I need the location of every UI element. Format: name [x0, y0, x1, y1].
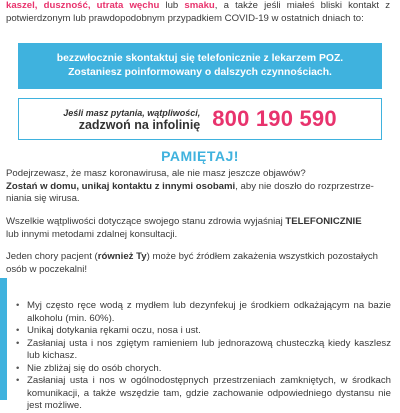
patient-pre: Jeden chory pacjent ( — [6, 251, 98, 262]
patient-post: ) może być źródłem zakażenia wszystkich pozostałych osób w poczekalni! — [6, 251, 379, 275]
patient-bold: również Ty — [97, 251, 147, 262]
hotline-box — [18, 98, 382, 140]
remember-heading: PAMIĘTAJ! — [161, 148, 239, 164]
phone-bold: TELEFONICZNIE — [285, 216, 362, 227]
intro-connector: lub — [159, 0, 185, 11]
intro-paragraph — [6, 0, 390, 25]
phone-pre: Wszelkie wątpliwości dotyczące swojego stanu zdrowia wyjaśniaj — [6, 216, 286, 227]
list-item: • Nie zbliżaj się do osób chorych. — [15, 363, 391, 376]
phone-post: lub innymi metodami zdalnej konsultacji. — [6, 228, 178, 240]
stay-home-rest: , aby nie doszło do rozprzestrze- — [235, 180, 374, 192]
hotline-question: Jeśli masz pytania, wątpliwości, — [63, 108, 201, 118]
contact-doctor-banner — [18, 43, 382, 89]
banner-line-1: bezzwłocznie skontaktuj się telefonicznie z lekarzem POZ. — [56, 52, 344, 64]
hotline-call: zadzwoń na infolinię — [78, 118, 201, 132]
hygiene-list — [15, 300, 391, 413]
intro-text: , a także jeśli miałeś bliski kontakt z potwierdzonym lub prawdopodobnym przypadkiem COVID-19 w ostatnich dniach to: — [6, 0, 390, 24]
hotline-text — [63, 107, 200, 131]
phone-line — [6, 216, 391, 229]
taste-highlight: smaku — [184, 0, 215, 11]
side-accent-bar — [0, 278, 7, 400]
symptoms-highlight: kaszel, duszność, utrata węchu — [6, 0, 160, 11]
stay-home-end: niania się wirusa. — [6, 193, 80, 204]
paragraph-phone — [6, 216, 391, 241]
list-item: • Zasłaniaj usta i nos zgiętym ramieniem lub jednorazową chusteczką kiedy kaszlesz lub kichasz. — [15, 338, 391, 363]
hotline-number[interactable]: 800 190 590 — [212, 106, 337, 131]
stay-home-question: Podejrzewasz, że masz koronawirusa, ale nie masz jeszcze objawów? — [6, 168, 306, 179]
paragraph-patient — [6, 251, 391, 276]
paragraph-stay-home — [6, 168, 391, 206]
stay-home-line — [6, 181, 391, 194]
list-item: • Unikaj dotykania rękami oczu, nosa i ust. — [15, 325, 391, 338]
stay-home-bold: Zostań w domu, unikaj kontaktu z innymi osobami — [6, 180, 236, 192]
list-item: • Myj często ręce wodą z mydłem lub dezynfekuj je środkiem odkażającym na bazie alkoholu (min. 60%). — [15, 300, 391, 325]
list-item: • Zasłaniaj usta i nos w ogólnodostępnych przestrzeniach zamkniętych, w środkach komunikacji, a także wszędzie tam, gdzie zachowanie odpowiedniego dystansu nie jest możliwe. — [15, 375, 391, 413]
banner-line-2: Zostaniesz poinformowany o dalszych czynnościach. — [68, 67, 332, 78]
